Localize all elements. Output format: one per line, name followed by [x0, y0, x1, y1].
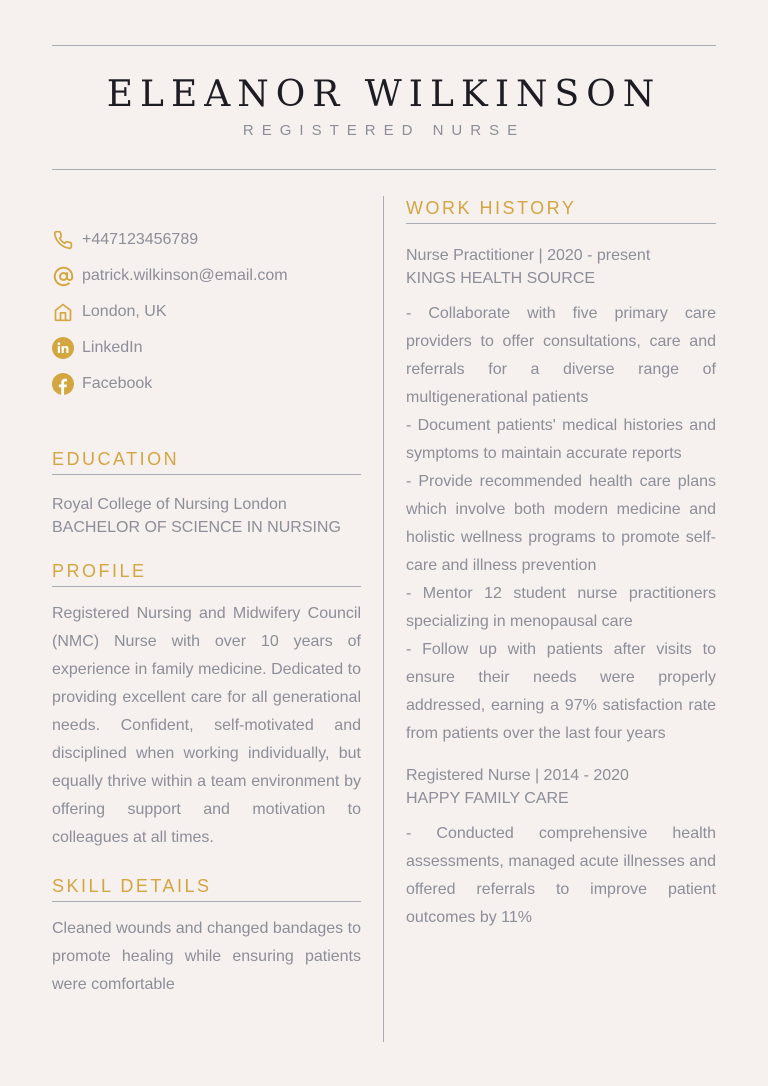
education-school: Royal College of Nursing London [52, 496, 287, 513]
profile-heading: PROFILE [52, 561, 361, 587]
contact-location-text: London, UK [82, 303, 167, 320]
profile-text: Registered Nursing and Midwifery Council (NMC) Nurse with over 10 years of experience in family medicine. Dedicated to providing excellent care for all generational needs. Confident, self-motivated and disciplined when working individually, but equally thrive within a team environment by offering support and motivation to colleagues at all times. [52, 605, 361, 846]
job-bullet: - Document patients' medical histories and symptoms to maintain accurate reports [406, 417, 716, 462]
job-bullet: - Mentor 12 student nurse practitioners specializing in menopausal care [406, 585, 716, 630]
job-company: HAPPY FAMILY CARE [406, 790, 569, 807]
candidate-name: ELEANOR WILKINSON [106, 74, 662, 115]
contact-facebook[interactable] [52, 366, 361, 402]
job-bullet: - Provide recommended health care plans which involve both modern medicine and holistic wellness programs to promote self-care and illness prevention [406, 473, 716, 574]
skills-text: Cleaned wounds and changed bandages to promote healing while ensuring patients were comfortable [52, 920, 361, 993]
contact-phone[interactable] [52, 222, 361, 258]
job-bullet: - Follow up with patients after visits to ensure their needs were properly addressed, earning a 97% satisfaction rate from patients over the last four years [406, 641, 716, 742]
contact-linkedin-text: LinkedIn [82, 339, 143, 356]
job-role: Nurse Practitioner | 2020 - present [406, 247, 651, 264]
contact-linkedin[interactable] [52, 330, 361, 366]
job-company: KINGS HEALTH SOURCE [406, 270, 596, 287]
education-degree: BACHELOR OF SCIENCE IN NURSING [52, 519, 341, 536]
candidate-title: REGISTERED NURSE [242, 122, 526, 139]
job-bullet: - Conducted comprehensive health assessments, managed acute illnesses and offered referrals to improve patient outcomes by 11% [406, 825, 716, 926]
facebook-icon [52, 373, 74, 395]
contact-email[interactable] [52, 258, 361, 294]
education-heading: EDUCATION [52, 449, 361, 475]
contact-list [52, 222, 361, 402]
right-column [406, 198, 716, 932]
at-sign-icon [52, 265, 74, 287]
job-bullet: - Collaborate with five primary care providers to offer consultations, care and referrals for a diverse range of multigenerational patients [406, 305, 716, 406]
home-icon [52, 301, 74, 323]
header-bottom-rule [52, 169, 716, 170]
left-column [52, 222, 361, 999]
phone-icon [52, 229, 74, 251]
job-entry [406, 764, 716, 932]
contact-facebook-text: Facebook [82, 375, 153, 392]
job-role: Registered Nurse | 2014 - 2020 [406, 767, 629, 784]
header-top-rule [52, 45, 716, 46]
skills-heading: SKILL DETAILS [52, 876, 361, 902]
column-divider [383, 196, 384, 1042]
work-history-heading: WORK HISTORY [406, 198, 716, 224]
job-entry [406, 244, 716, 748]
linkedin-icon [52, 337, 74, 359]
contact-email-text: patrick.wilkinson@email.com [82, 267, 288, 284]
contact-location [52, 294, 361, 330]
contact-phone-text: +447123456789 [82, 231, 199, 248]
